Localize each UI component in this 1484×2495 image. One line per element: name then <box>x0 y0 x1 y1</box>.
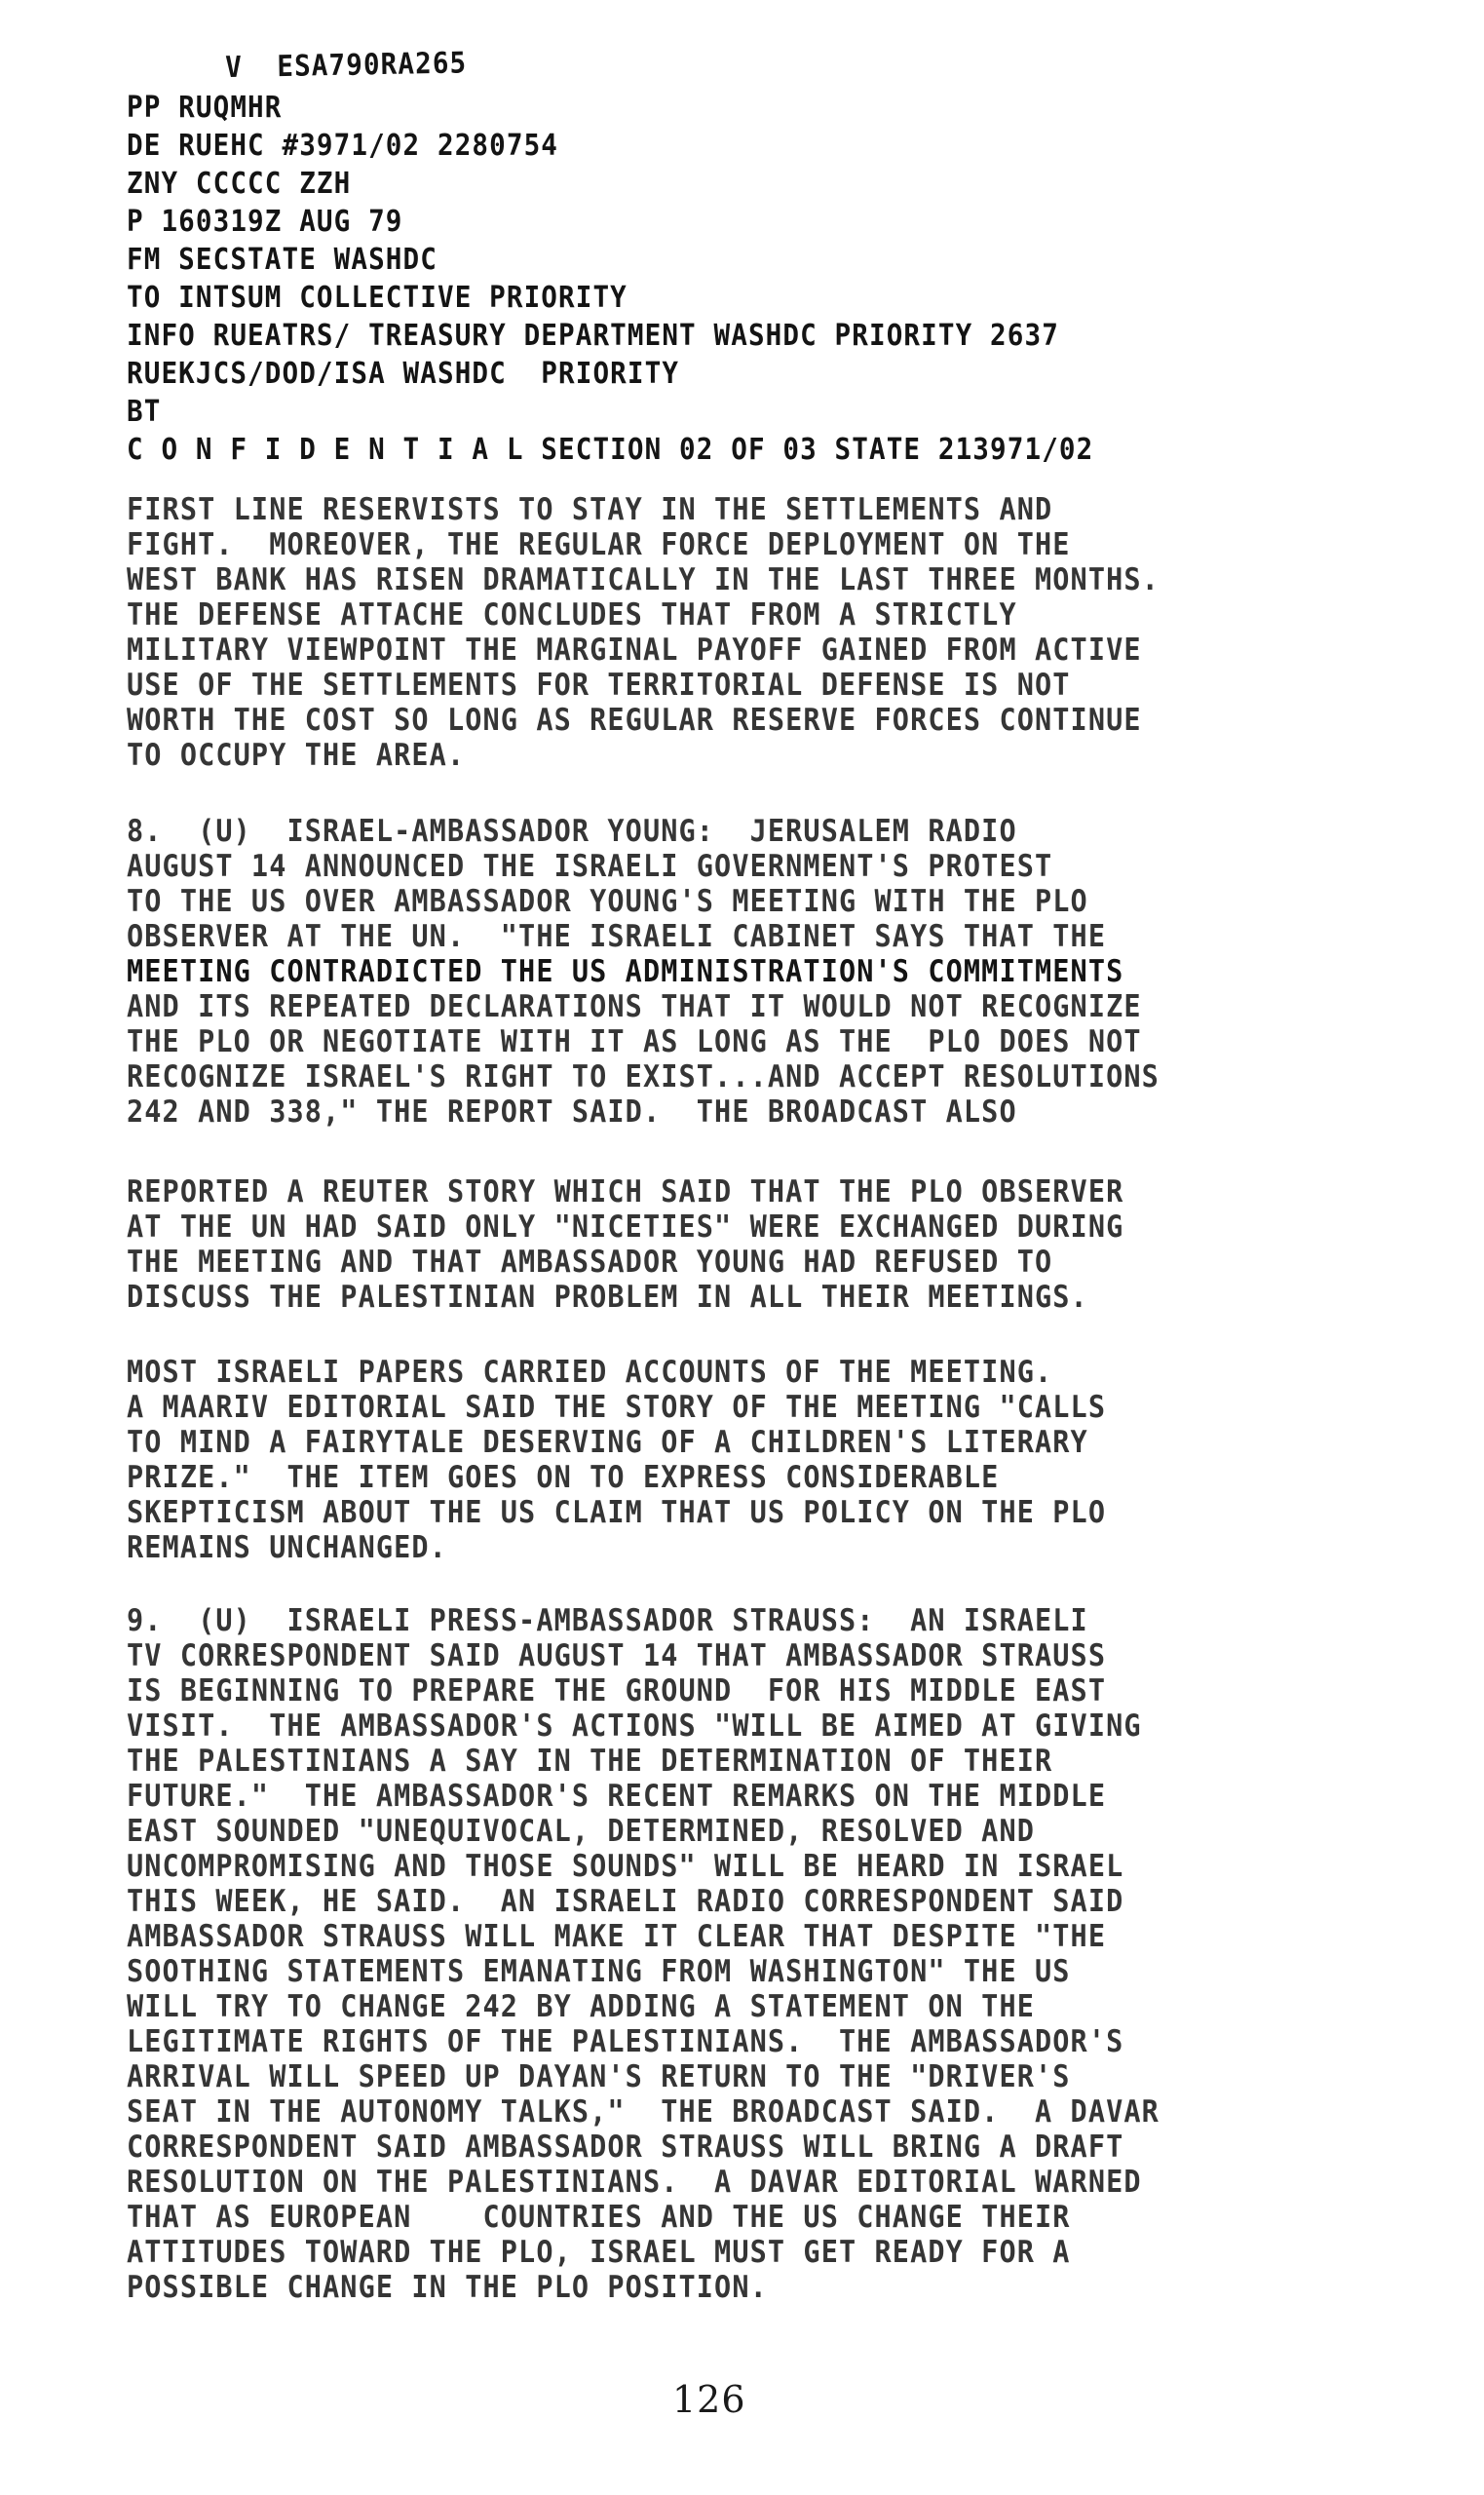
text-line: UNCOMPROMISING AND THOSE SOUNDS" WILL BE HEARD IN ISRAEL <box>127 1849 1124 1884</box>
text-line: TO THE US OVER AMBASSADOR YOUNG'S MEETING WITH THE PLO <box>127 884 1088 919</box>
text-line: THE MEETING AND THAT AMBASSADOR YOUNG HAD REFUSED TO <box>127 1245 1053 1280</box>
text-line: RECOGNIZE ISRAEL'S RIGHT TO EXIST...AND ACCEPT RESOLUTIONS <box>127 1059 1160 1094</box>
paragraph-israeli-papers <box>127 1355 1374 1565</box>
text-line: REPORTED A REUTER STORY WHICH SAID THAT THE PLO OBSERVER <box>127 1174 1124 1209</box>
text-line: SOOTHING STATEMENTS EMANATING FROM WASHINGTON" THE US <box>127 1954 1071 1989</box>
header-line: P 160319Z AUG 79 <box>127 205 403 239</box>
text-line: MILITARY VIEWPOINT THE MARGINAL PAYOFF GAINED FROM ACTIVE <box>127 633 1142 668</box>
text-line: EAST SOUNDED "UNEQUIVOCAL, DETERMINED, RESOLVED AND <box>127 1814 1036 1849</box>
paragraph-ambassador-strauss <box>127 1603 1374 2305</box>
text-line: USE OF THE SETTLEMENTS FOR TERRITORIAL DEFENSE IS NOT <box>127 668 1071 703</box>
text-line: DISCUSS THE PALESTINIAN PROBLEM IN ALL THEIR MEETINGS. <box>127 1280 1088 1315</box>
text-line: OBSERVER AT THE UN. "THE ISRAELI CABINET SAYS THAT THE <box>127 919 1107 954</box>
text-line: CORRESPONDENT SAID AMBASSADOR STRAUSS WILL BRING A DRAFT <box>127 2130 1124 2165</box>
text-line: A MAARIV EDITORIAL SAID THE STORY OF THE MEETING "CALLS <box>127 1390 1107 1425</box>
text-line: FUTURE." THE AMBASSADOR'S RECENT REMARKS ON THE MIDDLE <box>127 1779 1107 1814</box>
text-line: TO OCCUPY THE AREA. <box>127 738 466 773</box>
text-line: MOST ISRAELI PAPERS CARRIED ACCOUNTS OF THE MEETING. <box>127 1355 1053 1390</box>
paragraph-settlements <box>127 492 1374 773</box>
text-line: WORTH THE COST SO LONG AS REGULAR RESERVE FORCES CONTINUE <box>127 703 1142 738</box>
text-line: VISIT. THE AMBASSADOR'S ACTIONS "WILL BE AIMED AT GIVING <box>127 1708 1142 1744</box>
text-line: THE PALESTINIANS A SAY IN THE DETERMINATION OF THEIR <box>127 1744 1053 1779</box>
header-line: TO INTSUM COLLECTIVE PRIORITY <box>127 281 628 315</box>
text-line: AUGUST 14 ANNOUNCED THE ISRAELI GOVERNMENT'S PROTEST <box>127 849 1053 884</box>
text-line: MEETING CONTRADICTED THE US ADMINISTRATION'S COMMITMENTS <box>127 954 1124 989</box>
text-line: THE PLO OR NEGOTIATE WITH IT AS LONG AS THE PLO DOES NOT <box>127 1024 1142 1059</box>
text-line: 9. (U) ISRAELI PRESS-AMBASSADOR STRAUSS: AN ISRAELI <box>127 1603 1088 1638</box>
header-line: DE RUEHC #3971/02 2280754 <box>127 129 559 163</box>
text-line: AT THE UN HAD SAID ONLY "NICETIES" WERE EXCHANGED DURING <box>127 1209 1124 1245</box>
text-line: SKEPTICISM ABOUT THE US CLAIM THAT US POLICY ON THE PLO <box>127 1495 1107 1530</box>
text-line: FIGHT. MOREOVER, THE REGULAR FORCE DEPLOYMENT ON THE <box>127 527 1071 562</box>
text-line: ARRIVAL WILL SPEED UP DAYAN'S RETURN TO THE "DRIVER'S <box>127 2059 1071 2094</box>
header-line: V ESA790RA265 <box>224 46 468 86</box>
header-line: BT <box>127 395 162 429</box>
paragraph-ambassador-young <box>127 814 1374 1130</box>
text-line: SEAT IN THE AUTONOMY TALKS," THE BROADCAST SAID. A DAVAR <box>127 2094 1160 2130</box>
text-line: THE DEFENSE ATTACHE CONCLUDES THAT FROM A STRICTLY <box>127 597 1017 633</box>
text-line: WILL TRY TO CHANGE 242 BY ADDING A STATEMENT ON THE <box>127 1989 1036 2024</box>
text-line: REMAINS UNCHANGED. <box>127 1530 447 1565</box>
text-line: LEGITIMATE RIGHTS OF THE PALESTINIANS. THE AMBASSADOR'S <box>127 2024 1124 2059</box>
text-line: FIRST LINE RESERVISTS TO STAY IN THE SETTLEMENTS AND <box>127 492 1053 527</box>
text-line: AND ITS REPEATED DECLARATIONS THAT IT WOULD NOT RECOGNIZE <box>127 989 1142 1024</box>
text-line: 242 AND 338," THE REPORT SAID. THE BROADCAST ALSO <box>127 1094 1017 1130</box>
page-number: 126 <box>672 2378 746 2421</box>
text-line: PRIZE." THE ITEM GOES ON TO EXPRESS CONSIDERABLE <box>127 1460 1000 1495</box>
paragraph-reuter <box>127 1174 1374 1315</box>
text-line: 8. (U) ISRAEL-AMBASSADOR YOUNG: JERUSALEM RADIO <box>127 814 1017 849</box>
text-line: THAT AS EUROPEAN COUNTRIES AND THE US CHANGE THEIR <box>127 2200 1071 2235</box>
text-line: AMBASSADOR STRAUSS WILL MAKE IT CLEAR THAT DESPITE "THE <box>127 1919 1107 1954</box>
header-line: PP RUQMHR <box>127 91 283 125</box>
text-line: IS BEGINNING TO PREPARE THE GROUND FOR HIS MIDDLE EAST <box>127 1673 1107 1708</box>
classification-line: C O N F I D E N T I A L SECTION 02 OF 03 STATE 213971/02 <box>127 433 1094 467</box>
text-line: ATTITUDES TOWARD THE PLO, ISRAEL MUST GET READY FOR A <box>127 2235 1071 2270</box>
header-line: ZNY CCCCC ZZH <box>127 167 352 201</box>
header-line: INFO RUEATRS/ TREASURY DEPARTMENT WASHDC PRIORITY 2637 <box>127 319 1059 353</box>
text-line: TO MIND A FAIRYTALE DESERVING OF A CHILDREN'S LITERARY <box>127 1425 1088 1460</box>
cable-header <box>127 46 1374 469</box>
header-line: FM SECSTATE WASHDC <box>127 243 438 277</box>
text-line: THIS WEEK, HE SAID. AN ISRAELI RADIO CORRESPONDENT SAID <box>127 1884 1124 1919</box>
text-line: POSSIBLE CHANGE IN THE PLO POSITION. <box>127 2270 768 2305</box>
header-line: RUEKJCS/DOD/ISA WASHDC PRIORITY <box>127 357 680 391</box>
text-line: RESOLUTION ON THE PALESTINIANS. A DAVAR EDITORIAL WARNED <box>127 2165 1142 2200</box>
text-line: TV CORRESPONDENT SAID AUGUST 14 THAT AMBASSADOR STRAUSS <box>127 1638 1107 1673</box>
text-line: WEST BANK HAS RISEN DRAMATICALLY IN THE LAST THREE MONTHS. <box>127 562 1160 597</box>
